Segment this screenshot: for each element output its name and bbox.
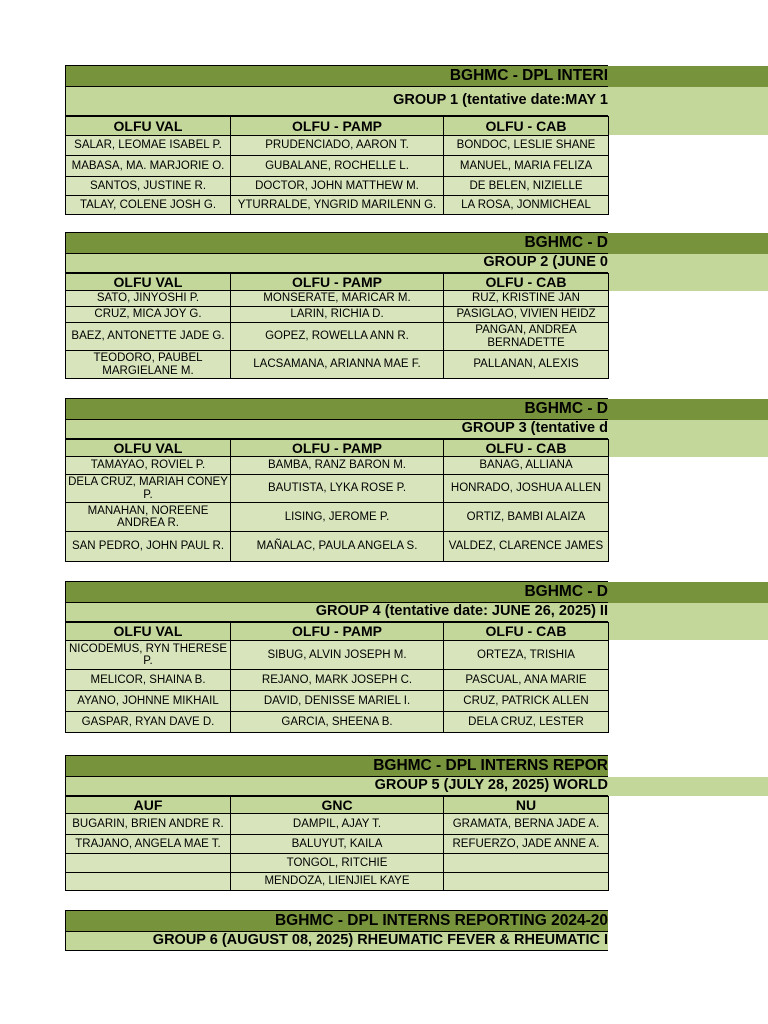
group-1-table [65,116,609,215]
column-header: OLFU VAL [66,440,231,457]
table-cell [66,854,231,873]
table-row [66,691,609,712]
group-5-subtitle-ext [608,777,768,796]
column-header: OLFU - PAMP [231,440,444,457]
table-cell: PANGAN, ANDREA BERNADETTE [444,323,609,351]
column-header: OLFU - CAB [444,274,609,291]
group-3-title-ext [608,399,768,420]
group-4-subtitle-text: GROUP 4 (tentative date: JUNE 26, 2025) II [315,603,608,619]
table-cell: DELA CRUZ, LESTER [444,712,609,733]
table-header-row [66,117,609,136]
group-4-title-ext [608,582,768,603]
table-cell [444,873,609,891]
table-cell: DELA CRUZ, MARIAH CONEY P. [66,475,231,503]
table-row [66,196,609,215]
group-2-title-text: BGHMC - D [524,234,608,251]
group-2-table [65,273,609,379]
group-5-subtitle [65,777,608,796]
column-header: OLFU - CAB [444,440,609,457]
table-cell: GASPAR, RYAN DAVE D. [66,712,231,733]
table-cell: REJANO, MARK JOSEPH C. [231,670,444,691]
table-cell: BAEZ, ANTONETTE JADE G. [66,323,231,351]
group-5-table [65,796,609,891]
group-3-table [65,439,609,562]
table-cell: MAÑALAC, PAULA ANGELA S. [231,532,444,562]
table-row [66,457,609,475]
table-cell: TALAY, COLENE JOSH G. [66,196,231,215]
table-cell: ORTIZ, BAMBI ALAIZA [444,503,609,532]
table-cell: BALUYUT, KAILA [231,835,444,854]
table-cell: TEODORO, PAUBEL MARGIELANE M. [66,351,231,379]
table-cell: TRAJANO, ANGELA MAE T. [66,835,231,854]
table-cell: DE BELEN, NIZIELLE [444,177,609,196]
table-cell: REFUERZO, JADE ANNE A. [444,835,609,854]
table-cell: MELICOR, SHAINA B. [66,670,231,691]
table-cell: YTURRALDE, YNGRID MARILENN G. [231,196,444,215]
table-cell: GOPEZ, ROWELLA ANN R. [231,323,444,351]
group-2-title [65,232,608,254]
table-cell: GRAMATA, BERNA JADE A. [444,814,609,835]
table-cell: PALLANAN, ALEXIS [444,351,609,379]
table-cell [444,854,609,873]
table-row [66,873,609,891]
table-cell: VALDEZ, CLARENCE JAMES [444,532,609,562]
group-4-title-text: BGHMC - D [524,583,608,600]
table-row [66,641,609,670]
table-cell: SAN PEDRO, JOHN PAUL R. [66,532,231,562]
group-1-subtitle-ext [608,87,768,135]
column-header: GNC [231,797,444,814]
column-header: OLFU - PAMP [231,274,444,291]
table-cell: NICODEMUS, RYN THERESE P. [66,641,231,670]
table-cell: DAMPIL, AJAY T. [231,814,444,835]
table-cell: BANAG, ALLIANA [444,457,609,475]
table-cell: LARIN, RICHIA D. [231,307,444,323]
table-cell: CRUZ, PATRICK ALLEN [444,691,609,712]
table-cell: PRUDENCIADO, AARON T. [231,136,444,156]
group-4-subtitle [65,603,608,622]
table-row [66,156,609,177]
table-cell: DOCTOR, JOHN MATTHEW M. [231,177,444,196]
table-cell: GUBALANE, ROCHELLE L. [231,156,444,177]
table-cell: MANAHAN, NOREENE ANDREA R. [66,503,231,532]
table-cell: PASCUAL, ANA MARIE [444,670,609,691]
table-row [66,291,609,307]
group-3-title [65,398,608,420]
column-header: OLFU VAL [66,117,231,136]
group-2-subtitle-text: GROUP 2 (JUNE 0 [483,254,608,270]
group-4-subtitle-ext [608,603,768,640]
group-3-subtitle-text: GROUP 3 (tentative d [461,420,608,436]
column-header: OLFU - PAMP [231,623,444,641]
table-cell: AYANO, JOHNNE MIKHAIL [66,691,231,712]
table-cell: RUZ, KRISTINE JAN [444,291,609,307]
group-1-subtitle [65,87,608,116]
group-6-title-text: BGHMC - DPL INTERNS REPORTING 2024-20 [274,912,608,929]
table-cell: LISING, JEROME P. [231,503,444,532]
group-3-subtitle-ext [608,420,768,457]
table-cell: GARCIA, SHEENA B. [231,712,444,733]
table-cell: SIBUG, ALVIN JOSEPH M. [231,641,444,670]
column-header: OLFU VAL [66,274,231,291]
group-2-subtitle-ext [608,254,768,291]
table-row [66,307,609,323]
table-cell: BAUTISTA, LYKA ROSE P. [231,475,444,503]
group-6-subtitle-text: GROUP 6 (AUGUST 08, 2025) RHEUMATIC FEVER & RHEUMATIC I [152,932,608,948]
table-row [66,532,609,562]
table-cell: HONRADO, JOSHUA ALLEN [444,475,609,503]
group-1-title-text: BGHMC - DPL INTERI [449,67,608,84]
column-header: OLFU - CAB [444,623,609,641]
table-cell: LACSAMANA, ARIANNA MAE F. [231,351,444,379]
table-row [66,503,609,532]
table-cell: MANUEL, MARIA FELIZA [444,156,609,177]
group-5-title-text: BGHMC - DPL INTERNS REPOR [373,757,608,774]
table-cell: SANTOS, JUSTINE R. [66,177,231,196]
table-row [66,814,609,835]
group-1-title [65,65,608,87]
table-row [66,835,609,854]
table-row [66,323,609,351]
table-cell: SATO, JINYOSHI P. [66,291,231,307]
table-cell: CRUZ, MICA JOY G. [66,307,231,323]
table-row [66,177,609,196]
group-4-table [65,622,609,733]
table-cell [66,873,231,891]
table-row [66,351,609,379]
column-header: OLFU - PAMP [231,117,444,136]
table-cell: MENDOZA, LIENJIEL KAYE [231,873,444,891]
table-cell: TONGOL, RITCHIE [231,854,444,873]
column-header: AUF [66,797,231,814]
group-3-title-text: BGHMC - D [524,400,608,417]
group-3-subtitle [65,420,608,439]
table-cell: MONSERATE, MARICAR M. [231,291,444,307]
table-cell: TAMAYAO, ROVIEL P. [66,457,231,475]
table-header-row [66,623,609,641]
table-cell: BAMBA, RANZ BARON M. [231,457,444,475]
table-header-row [66,797,609,814]
column-header: NU [444,797,609,814]
group-1-subtitle-text: GROUP 1 (tentative date:MAY 1 [393,92,608,108]
table-cell: SALAR, LEOMAE ISABEL P. [66,136,231,156]
table-header-row [66,440,609,457]
group-5-subtitle-text: GROUP 5 (JULY 28, 2025) WORLD [374,777,608,793]
group-2-subtitle [65,254,608,273]
group-6-title [65,910,608,932]
group-4-title [65,581,608,603]
table-header-row [66,274,609,291]
group-5-title [65,755,608,777]
table-cell: PASIGLAO, VIVIEN HEIDZ [444,307,609,323]
table-row [66,136,609,156]
table-row [66,712,609,733]
table-cell: ORTEZA, TRISHIA [444,641,609,670]
table-cell: BUGARIN, BRIEN ANDRE R. [66,814,231,835]
group-1-title-ext [608,66,768,87]
table-row [66,475,609,503]
table-cell: MABASA, MA. MARJORIE O. [66,156,231,177]
column-header: OLFU - CAB [444,117,609,136]
column-header: OLFU VAL [66,623,231,641]
table-cell: BONDOC, LESLIE SHANE [444,136,609,156]
group-2-title-ext [608,233,768,254]
group-6-subtitle [65,932,608,951]
table-cell: DAVID, DENISSE MARIEL I. [231,691,444,712]
table-row [66,854,609,873]
table-cell: LA ROSA, JONMICHEAL [444,196,609,215]
table-row [66,670,609,691]
